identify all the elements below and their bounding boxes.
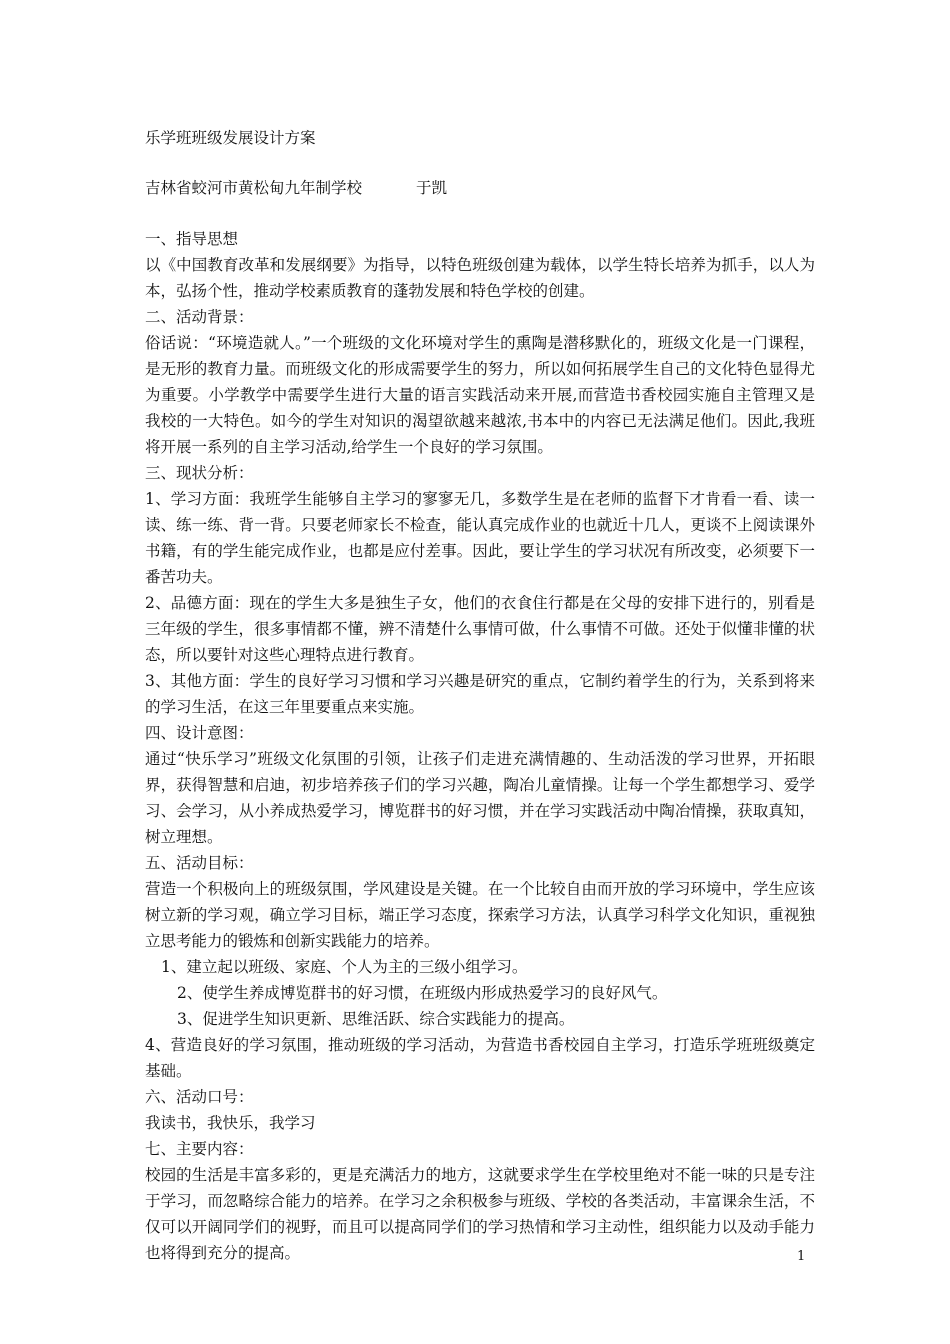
author-name: 于凯 xyxy=(416,179,448,197)
paragraph: 我读书，我快乐，我学习 xyxy=(145,1114,316,1132)
section-heading-main-content: 七、主要内容： xyxy=(145,1140,254,1158)
section-heading-goals: 五、活动目标： xyxy=(145,854,254,872)
document-title: 乐学班班级发展设计方案 xyxy=(145,129,316,147)
section-heading-analysis: 三、现状分析： xyxy=(145,464,254,482)
document-body xyxy=(145,226,815,1266)
paragraph: 俗话说：“环境造就人。”一个班级的文化环境对学生的熏陶是潜移默化的，班级文化是一门课程，是无形的教育力量。而班级文化的形成需要学生的努力，所以如何拓展学生自己的文化特色显得尤为重要。小学教学中需要学生进行大量的语言实践活动来开展,而营造书香校园实施自主管理又是我校的一大特色。如今的学生对知识的渴望欲越来越浓,书本中的内容已无法满足他们。因此,我班将开展一系列的自主学习活动,给学生一个良好的学习氛围。 xyxy=(145,334,815,456)
paragraph: 1、学习方面：我班学生能够自主学习的寥寥无几，多数学生是在老师的监督下才肯看一看、读一读、练一练、背一背。只要老师家长不检查，能认真完成作业的也就近十几人，更谈不上阅读课外书籍，有的学生能完成作业，也都是应付差事。因此，要让学生的学习状况有所改变，必须要下一番苦功夫。 xyxy=(145,490,815,586)
section-heading-background: 二、活动背景： xyxy=(145,308,254,326)
section-heading-design-intent: 四、设计意图： xyxy=(145,724,254,742)
paragraph: 通过“快乐学习”班级文化氛围的引领，让孩子们走进充满情趣的、生动活泼的学习世界，开拓眼界，获得智慧和启迪，初步培养孩子们的学习兴趣，陶冶儿童情操。让每一个学生都想学习、爱学习、会学习，从小养成热爱学习，博览群书的好习惯，并在学习实践活动中陶冶情操，获取真知，树立理想。 xyxy=(145,750,815,846)
paragraph: 3、其他方面：学生的良好学习习惯和学习兴趣是研究的重点，它制约着学生的行为，关系到将来的学习生活，在这三年里要重点来实施。 xyxy=(145,672,815,716)
list-item: 4、营造良好的学习氛围，推动班级的学习活动，为营造书香校园自主学习，打造乐学班班级奠定基础。 xyxy=(145,1036,815,1080)
paragraph: 校园的生活是丰富多彩的，更是充满活力的地方，这就要求学生在学校里绝对不能一味的只是专注于学习，而忽略综合能力的培养。在学习之余积极参与班级、学校的各类活动，丰富课余生活，不仅可以开阔同学们的视野，而且可以提高同学们的学习热情和学习主动性，组织能力以及动手能力也将得到充分的提高。 xyxy=(145,1166,815,1262)
page-number: 1 xyxy=(797,1249,806,1264)
section-heading-slogan: 六、活动口号： xyxy=(145,1088,254,1106)
list-item: 1、建立起以班级、家庭、个人为主的三级小组学习。 xyxy=(161,958,528,976)
author-line xyxy=(145,176,447,200)
school-name: 吉林省蛟河市黄松甸九年制学校 xyxy=(145,179,363,197)
section-heading-guiding-ideology: 一、指导思想 xyxy=(145,230,239,248)
paragraph: 以《中国教育改革和发展纲要》为指导，以特色班级创建为载体，以学生特长培养为抓手，以人为本，弘扬个性，推动学校素质教育的蓬勃发展和特色学校的创建。 xyxy=(145,256,815,300)
paragraph: 营造一个积极向上的班级氛围，学风建设是关键。在一个比较自由而开放的学习环境中，学生应该树立新的学习观，确立学习目标，端正学习态度，探索学习方法，认真学习科学文化知识，重视独立思考能力的锻炼和创新实践能力的培养。 xyxy=(145,880,815,950)
list-item: 2、使学生养成博览群书的好习惯，在班级内形成热爱学习的良好风气。 xyxy=(177,984,668,1002)
list-item: 3、促进学生知识更新、思维活跃、综合实践能力的提高。 xyxy=(177,1010,575,1028)
paragraph: 2、品德方面：现在的学生大多是独生子女，他们的衣食住行都是在父母的安排下进行的，别看是三年级的学生，很多事情都不懂，辨不清楚什么事情可做，什么事情不可做。还处于似懂非懂的状态，所以要针对这些心理特点进行教育。 xyxy=(145,594,815,664)
